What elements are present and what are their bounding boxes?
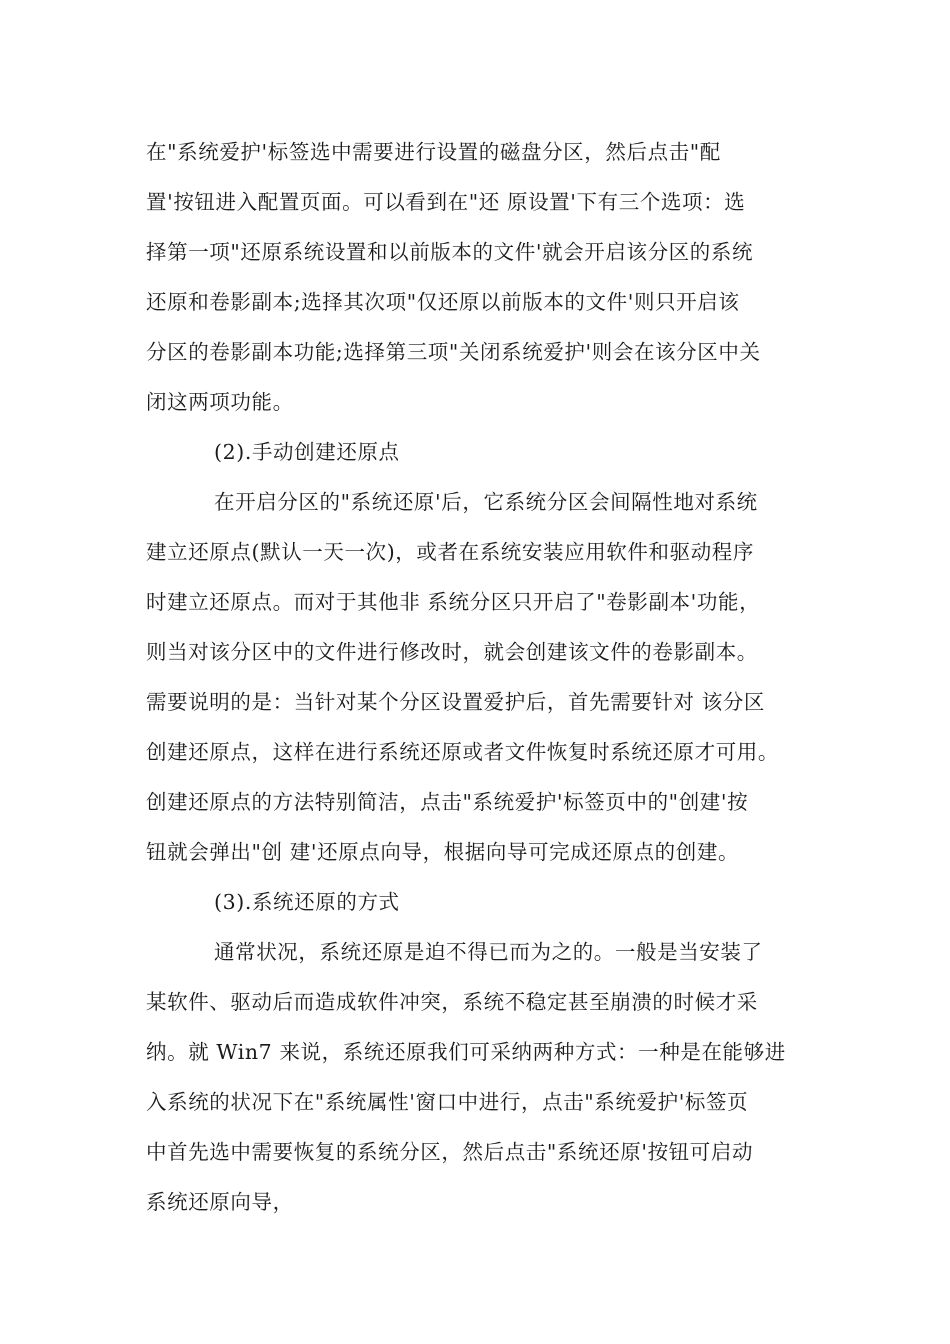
paragraph-line: 通常状况，系统还原是迫不得已而为之的。一般是当安装了 — [214, 940, 763, 964]
paragraph-line: 还原和卷影副本;选择其次项"仅还原以前版本的文件'则只开启该 — [146, 290, 740, 314]
paragraph-line: 创建还原点，这样在进行系统还原或者文件恢复时系统还原才可用。 — [146, 740, 779, 764]
paragraph-line: 择第一项"还原系统设置和以前版本的文件'就会开启该分区的系统 — [146, 240, 754, 264]
paragraph-line: 创建还原点的方法特别简洁，点击"系统爱护'标签页中的"创建'按 — [146, 790, 749, 814]
paragraph-line: 系统还原向导， — [146, 1190, 294, 1214]
paragraph-line: 时建立还原点。而对于其他非 系统分区只开启了"卷影副本'功能， — [146, 590, 761, 614]
paragraph-line: 中首先选中需要恢复的系统分区，然后点击"系统还原'按钮可启动 — [146, 1140, 754, 1164]
paragraph-line: 分区的卷影副本功能;选择第三项"关闭系统爱护'则会在该分区中关 — [146, 340, 761, 364]
paragraph-line: 置'按钮进入配置页面。可以看到在"还 原设置'下有三个选项：选 — [146, 190, 746, 214]
paragraph-line: 闭这两项功能。 — [146, 390, 294, 414]
paragraph-line: 在"系统爱护'标签选中需要进行设置的磁盘分区，然后点击"配 — [146, 140, 721, 164]
paragraph-line: 某软件、驱动后而造成软件冲突，系统不稳定甚至崩溃的时候才采 — [146, 990, 758, 1014]
section-heading: (2).手动创建还原点 — [214, 440, 400, 464]
paragraph-line: 建立还原点(默认一天一次)，或者在系统安装应用软件和驱动程序 — [146, 540, 754, 564]
paragraph-line: 在开启分区的"系统还原'后，它系统分区会间隔性地对系统 — [214, 490, 758, 514]
paragraph-line: 入系统的状况下在"系统属性'窗口中进行，点击"系统爱护'标签页 — [146, 1090, 749, 1114]
paragraph-line: 纳。就 Win7 来说，系统还原我们可采纳两种方式：一种是在能够进 — [146, 1040, 786, 1064]
section-heading: (3).系统还原的方式 — [214, 890, 400, 914]
paragraph-line: 则当对该分区中的文件进行修改时，就会创建该文件的卷影副本。 — [146, 640, 758, 664]
paragraph-line: 钮就会弹出"创 建'还原点向导，根据向导可完成还原点的创建。 — [146, 840, 740, 864]
paragraph-line: 需要说明的是：当针对某个分区设置爱护后，首先需要针对 该分区 — [146, 690, 766, 714]
